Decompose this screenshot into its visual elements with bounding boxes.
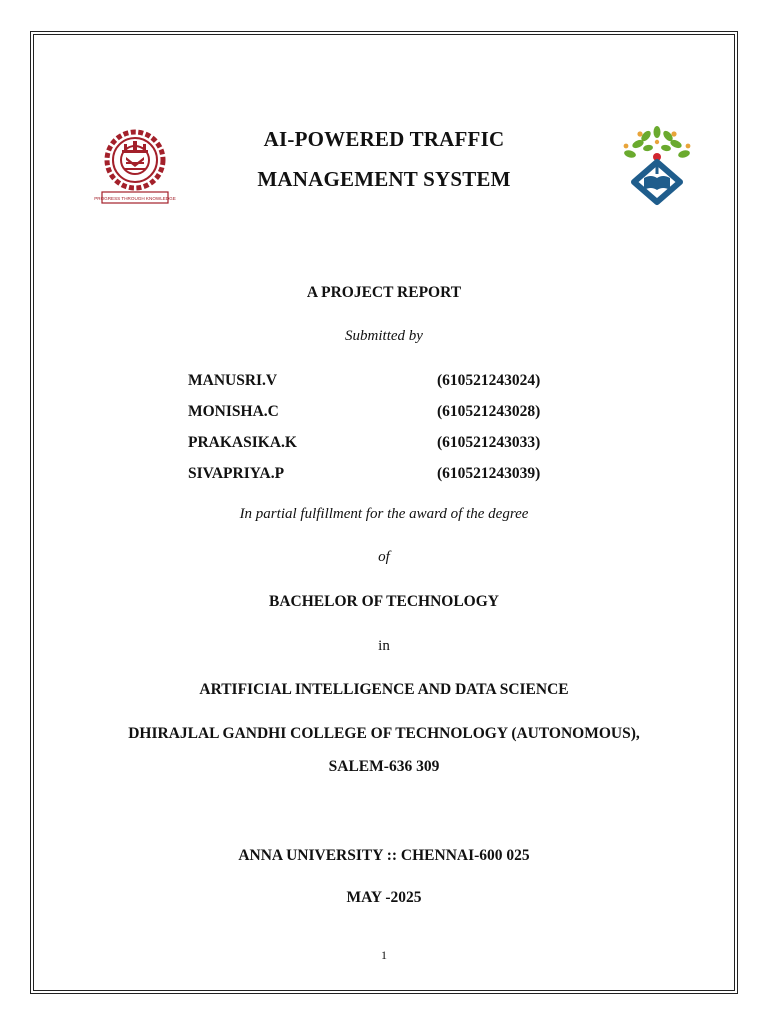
member-row	[188, 372, 568, 392]
member-id: (610521243039)	[437, 465, 541, 482]
report-type: A PROJECT REPORT	[306, 284, 462, 301]
of-text: of	[378, 549, 390, 565]
member-id: (610521243024)	[437, 372, 541, 389]
report-title-line1: AI-POWERED TRAFFIC	[263, 127, 505, 151]
report-title-line2: MANAGEMENT SYSTEM	[257, 167, 511, 191]
member-row	[188, 403, 568, 423]
in-text: in	[378, 638, 390, 654]
member-row	[188, 434, 568, 454]
member-id: (610521243028)	[437, 403, 541, 420]
member-name: MONISHA.C	[188, 403, 279, 420]
page-number: 1	[381, 948, 387, 962]
fulfillment-text: In partial fulfillment for the award of the degree	[239, 506, 529, 522]
college-name-line2: SALEM-636 309	[328, 758, 440, 775]
member-name: SIVAPRIYA.P	[188, 465, 285, 482]
submission-date: MAY -2025	[346, 889, 422, 906]
member-name: PRAKASIKA.K	[188, 434, 297, 451]
degree-name: BACHELOR OF TECHNOLOGY	[269, 593, 499, 610]
svg-text:PROGRESS THROUGH KNOWLEDGE: PROGRESS THROUGH KNOWLEDGE	[94, 196, 176, 201]
department-name: ARTIFICIAL INTELLIGENCE AND DATA SCIENCE	[199, 681, 569, 698]
university-name: ANNA UNIVERSITY :: CHENNAI-600 025	[238, 847, 530, 864]
member-id: (610521243033)	[437, 434, 541, 451]
college-name-line1: DHIRAJLAL GANDHI COLLEGE OF TECHNOLOGY (AUTONOMOUS),	[128, 725, 640, 742]
member-row	[188, 465, 568, 485]
submitted-by: Submitted by	[345, 328, 423, 344]
member-name: MANUSRI.V	[188, 372, 278, 389]
